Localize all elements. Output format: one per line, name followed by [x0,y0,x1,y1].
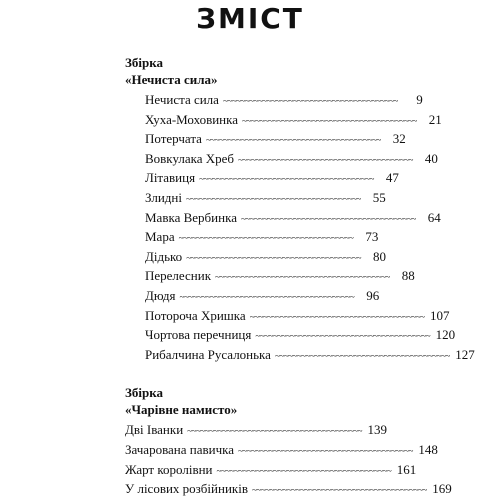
entry-leader: ~~~~~~~~~~~~~~~~~~~~~~~~~~~~~~~~~~~~~~~~ [178,233,354,244]
toc-entries [125,420,452,499]
entry-page-number: 47 [385,170,399,186]
toc-entry[interactable] [125,440,438,460]
toc-entry[interactable] [125,227,379,247]
toc-entry[interactable] [125,168,399,188]
toc-entry[interactable] [125,306,450,326]
entry-title: Жарт королівни [125,461,213,477]
entry-leader: ~~~~~~~~~~~~~~~~~~~~~~~~~~~~~~~~~~~~~~~~ [187,426,362,436]
toc-section-nechysta-syla [125,54,475,364]
entry-page-number: 80 [372,248,386,264]
entry-title: Мара [145,229,175,245]
entry-leader: ~~~~~~~~~~~~~~~~~~~~~~~~~~~~~~~~~~~~~~~~ [240,213,416,224]
entry-leader: ~~~~~~~~~~~~~~~~~~~~~~~~~~~~~~~~~~~~~~~~ [199,174,374,185]
toc-entries [125,90,475,364]
entry-leader: ~~~~~~~~~~~~~~~~~~~~~~~~~~~~~~~~~~~~~~~~ [179,291,355,302]
entry-title: Потороча Хришка [145,307,246,323]
entry-page-number: 40 [424,150,438,166]
toc-entry[interactable] [125,286,380,306]
entry-title: Злидні [145,189,182,205]
toc-entry[interactable] [125,479,452,499]
entry-title: Літавиця [145,170,196,186]
entry-title: Дюдя [145,287,176,303]
entry-title: Дві Іванки [125,422,184,437]
entry-page-number: 169 [432,481,452,497]
toc-entry[interactable] [125,266,415,286]
entry-page-number: 120 [435,327,456,343]
entry-page-number: 32 [392,131,406,147]
entry-leader: ~~~~~~~~~~~~~~~~~~~~~~~~~~~~~~~~~~~~~~~~ [205,135,381,146]
section-label-line1: Збірка [125,55,163,70]
section-label-line1: Збірка [125,385,163,400]
entry-page-number: 161 [396,461,417,477]
entry-title: Нечиста сила [145,92,219,107]
entry-page-number: 88 [401,268,415,284]
entry-leader: ~~~~~~~~~~~~~~~~~~~~~~~~~~~~~~~~~~~~~~~~ [251,485,427,496]
entry-leader: ~~~~~~~~~~~~~~~~~~~~~~~~~~~~~~~~~~~~~~~~ [249,311,425,322]
entry-page-number: 148 [418,441,438,457]
toc-entry[interactable] [125,460,417,480]
entry-leader: ~~~~~~~~~~~~~~~~~~~~~~~~~~~~~~~~~~~~~~~~ [215,272,390,283]
entry-page-number: 96 [366,287,380,303]
entry-title: Потерчата [145,131,202,147]
entry-page-number: 55 [372,189,386,205]
entry-leader: ~~~~~~~~~~~~~~~~~~~~~~~~~~~~~~~~~~~~~~~~ [238,445,413,456]
entry-leader: ~~~~~~~~~~~~~~~~~~~~~~~~~~~~~~~~~~~~~~~~ [222,96,398,106]
entry-page-number: 9 [416,92,423,107]
entry-title: Рибалчина Русалонька [145,346,271,362]
entry-leader: ~~~~~~~~~~~~~~~~~~~~~~~~~~~~~~~~~~~~~~~~ [242,115,417,126]
page-title: ЗМІСТ [196,2,304,35]
entry-title: Вовкулака Хреб [145,150,235,166]
entry-leader: ~~~~~~~~~~~~~~~~~~~~~~~~~~~~~~~~~~~~~~~~ [274,350,450,361]
entry-page-number: 127 [455,346,475,362]
entry-leader: ~~~~~~~~~~~~~~~~~~~~~~~~~~~~~~~~~~~~~~~~ [216,465,392,476]
toc-section-charivne-namysto [125,384,452,499]
entry-title: Хуха-Моховинка [145,111,239,127]
entry-page-number: 73 [365,229,379,245]
entry-title: Зачарована павичка [125,441,235,457]
toc-entry[interactable] [125,90,423,110]
entry-leader: ~~~~~~~~~~~~~~~~~~~~~~~~~~~~~~~~~~~~~~~~ [186,252,361,263]
section-label-line2: «Нечиста сила» [125,72,218,87]
toc-entry[interactable] [125,110,442,130]
entry-leader: ~~~~~~~~~~~~~~~~~~~~~~~~~~~~~~~~~~~~~~~~ [185,193,361,204]
toc-entry[interactable] [125,325,456,345]
entry-page-number: 21 [428,111,442,127]
toc-entry[interactable] [125,149,438,169]
entry-page-number: 107 [429,307,450,323]
toc-entry[interactable] [125,345,475,365]
entry-title: Чортова перечниця [145,327,252,343]
toc-entry[interactable] [125,188,386,208]
section-label-line2: «Чарівне намисто» [125,402,238,417]
toc-entry[interactable] [125,129,406,149]
entry-title: У лісових розбійників [125,481,248,497]
entry-leader: ~~~~~~~~~~~~~~~~~~~~~~~~~~~~~~~~~~~~~~~~ [238,154,413,165]
toc-entry[interactable] [125,208,441,228]
entry-title: Дідько [145,248,183,264]
entry-title: Мавка Вербинка [145,209,237,225]
entry-page-number: 139 [367,422,387,437]
toc-entry[interactable] [125,420,387,440]
entry-title: Перелесник [145,268,212,284]
entry-leader: ~~~~~~~~~~~~~~~~~~~~~~~~~~~~~~~~~~~~~~~~ [255,331,431,342]
toc-entry[interactable] [125,247,386,267]
entry-page-number: 64 [427,209,441,225]
